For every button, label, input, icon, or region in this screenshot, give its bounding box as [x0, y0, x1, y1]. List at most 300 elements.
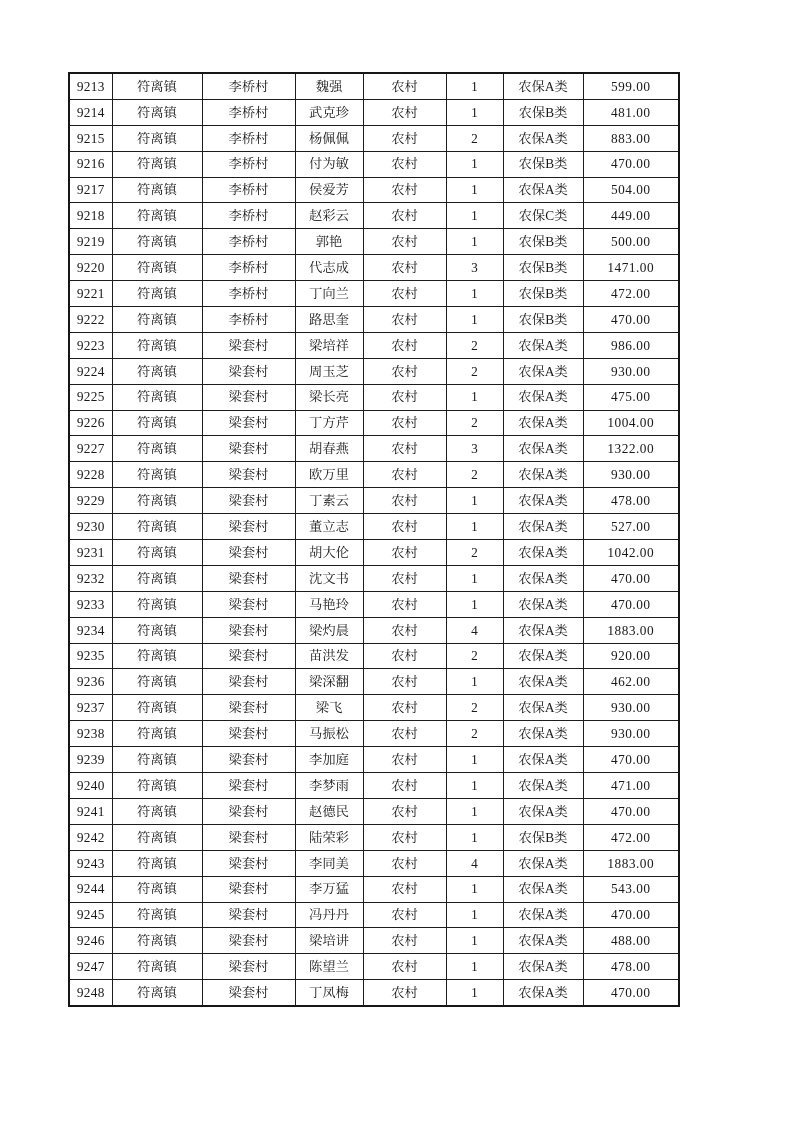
town-cell: 符离镇: [112, 824, 202, 850]
residence-type-cell: 农村: [363, 332, 446, 358]
insurance-category-cell: 农保A类: [503, 565, 583, 591]
town-cell: 符离镇: [112, 721, 202, 747]
person-name-cell: 陈望兰: [295, 954, 363, 980]
town-cell: 符离镇: [112, 747, 202, 773]
insurance-category-cell: 农保A类: [503, 436, 583, 462]
insurance-category-cell: 农保B类: [503, 281, 583, 307]
amount-cell: 930.00: [583, 462, 679, 488]
person-name-cell: 董立志: [295, 514, 363, 540]
residence-type-cell: 农村: [363, 281, 446, 307]
person-count-cell: 1: [446, 565, 503, 591]
insurance-category-cell: 农保A类: [503, 747, 583, 773]
town-cell: 符离镇: [112, 73, 202, 99]
residence-type-cell: 农村: [363, 255, 446, 281]
amount-cell: 543.00: [583, 876, 679, 902]
amount-cell: 488.00: [583, 928, 679, 954]
amount-cell: 930.00: [583, 721, 679, 747]
table-row: [69, 798, 679, 824]
insurance-category-cell: 农保A类: [503, 514, 583, 540]
amount-cell: 883.00: [583, 125, 679, 151]
amount-cell: 1042.00: [583, 540, 679, 566]
person-name-cell: 马艳玲: [295, 591, 363, 617]
person-count-cell: 4: [446, 617, 503, 643]
village-cell: 梁套村: [202, 617, 295, 643]
town-cell: 符离镇: [112, 643, 202, 669]
village-cell: 李桥村: [202, 125, 295, 151]
amount-cell: 470.00: [583, 591, 679, 617]
village-cell: 梁套村: [202, 669, 295, 695]
person-name-cell: 梁灼晨: [295, 617, 363, 643]
village-cell: 梁套村: [202, 358, 295, 384]
amount-cell: 449.00: [583, 203, 679, 229]
benefits-table: [68, 72, 680, 1007]
table-row: [69, 358, 679, 384]
row-id-cell: 9239: [69, 747, 112, 773]
insurance-category-cell: 农保B类: [503, 307, 583, 333]
amount-cell: 472.00: [583, 281, 679, 307]
person-count-cell: 1: [446, 773, 503, 799]
residence-type-cell: 农村: [363, 928, 446, 954]
residence-type-cell: 农村: [363, 902, 446, 928]
insurance-category-cell: 农保A类: [503, 773, 583, 799]
person-count-cell: 1: [446, 902, 503, 928]
town-cell: 符离镇: [112, 307, 202, 333]
row-id-cell: 9213: [69, 73, 112, 99]
insurance-category-cell: 农保B类: [503, 255, 583, 281]
person-count-cell: 1: [446, 99, 503, 125]
village-cell: 梁套村: [202, 850, 295, 876]
person-count-cell: 1: [446, 488, 503, 514]
person-name-cell: 李同美: [295, 850, 363, 876]
row-id-cell: 9218: [69, 203, 112, 229]
row-id-cell: 9222: [69, 307, 112, 333]
amount-cell: 470.00: [583, 565, 679, 591]
insurance-category-cell: 农保A类: [503, 462, 583, 488]
amount-cell: 470.00: [583, 747, 679, 773]
residence-type-cell: 农村: [363, 203, 446, 229]
amount-cell: 500.00: [583, 229, 679, 255]
residence-type-cell: 农村: [363, 850, 446, 876]
residence-type-cell: 农村: [363, 721, 446, 747]
table-row: [69, 902, 679, 928]
row-id-cell: 9244: [69, 876, 112, 902]
table-row: [69, 591, 679, 617]
residence-type-cell: 农村: [363, 798, 446, 824]
person-name-cell: 冯丹丹: [295, 902, 363, 928]
table-row: [69, 281, 679, 307]
insurance-category-cell: 农保C类: [503, 203, 583, 229]
row-id-cell: 9226: [69, 410, 112, 436]
village-cell: 梁套村: [202, 332, 295, 358]
row-id-cell: 9217: [69, 177, 112, 203]
insurance-category-cell: 农保A类: [503, 358, 583, 384]
person-count-cell: 3: [446, 436, 503, 462]
town-cell: 符离镇: [112, 384, 202, 410]
insurance-category-cell: 农保B类: [503, 151, 583, 177]
residence-type-cell: 农村: [363, 591, 446, 617]
amount-cell: 930.00: [583, 358, 679, 384]
amount-cell: 475.00: [583, 384, 679, 410]
village-cell: 梁套村: [202, 824, 295, 850]
table-row: [69, 99, 679, 125]
residence-type-cell: 农村: [363, 358, 446, 384]
residence-type-cell: 农村: [363, 954, 446, 980]
row-id-cell: 9248: [69, 980, 112, 1006]
row-id-cell: 9231: [69, 540, 112, 566]
person-name-cell: 欧万里: [295, 462, 363, 488]
amount-cell: 599.00: [583, 73, 679, 99]
person-name-cell: 李万猛: [295, 876, 363, 902]
person-name-cell: 陆荣彩: [295, 824, 363, 850]
insurance-category-cell: 农保A类: [503, 332, 583, 358]
village-cell: 李桥村: [202, 99, 295, 125]
amount-cell: 470.00: [583, 151, 679, 177]
person-name-cell: 李梦雨: [295, 773, 363, 799]
town-cell: 符离镇: [112, 281, 202, 307]
town-cell: 符离镇: [112, 514, 202, 540]
row-id-cell: 9225: [69, 384, 112, 410]
table-row: [69, 850, 679, 876]
village-cell: 梁套村: [202, 384, 295, 410]
person-count-cell: 1: [446, 798, 503, 824]
town-cell: 符离镇: [112, 876, 202, 902]
residence-type-cell: 农村: [363, 565, 446, 591]
row-id-cell: 9230: [69, 514, 112, 540]
residence-type-cell: 农村: [363, 876, 446, 902]
amount-cell: 462.00: [583, 669, 679, 695]
insurance-category-cell: 农保A类: [503, 902, 583, 928]
residence-type-cell: 农村: [363, 643, 446, 669]
table-row: [69, 565, 679, 591]
village-cell: 梁套村: [202, 721, 295, 747]
village-cell: 梁套村: [202, 591, 295, 617]
village-cell: 梁套村: [202, 540, 295, 566]
person-count-cell: 1: [446, 669, 503, 695]
residence-type-cell: 农村: [363, 307, 446, 333]
table-row: [69, 488, 679, 514]
residence-type-cell: 农村: [363, 177, 446, 203]
amount-cell: 470.00: [583, 798, 679, 824]
village-cell: 梁套村: [202, 488, 295, 514]
town-cell: 符离镇: [112, 99, 202, 125]
table-row: [69, 125, 679, 151]
row-id-cell: 9224: [69, 358, 112, 384]
table-row: [69, 540, 679, 566]
person-name-cell: 梁长亮: [295, 384, 363, 410]
row-id-cell: 9238: [69, 721, 112, 747]
residence-type-cell: 农村: [363, 125, 446, 151]
residence-type-cell: 农村: [363, 151, 446, 177]
row-id-cell: 9241: [69, 798, 112, 824]
person-count-cell: 2: [446, 695, 503, 721]
insurance-category-cell: 农保B类: [503, 229, 583, 255]
insurance-category-cell: 农保A类: [503, 591, 583, 617]
insurance-category-cell: 农保A类: [503, 643, 583, 669]
person-name-cell: 沈文书: [295, 565, 363, 591]
person-name-cell: 苗洪发: [295, 643, 363, 669]
table-row: [69, 203, 679, 229]
person-count-cell: 4: [446, 850, 503, 876]
village-cell: 李桥村: [202, 203, 295, 229]
amount-cell: 930.00: [583, 695, 679, 721]
person-name-cell: 梁深翻: [295, 669, 363, 695]
residence-type-cell: 农村: [363, 747, 446, 773]
person-count-cell: 1: [446, 747, 503, 773]
person-count-cell: 3: [446, 255, 503, 281]
row-id-cell: 9240: [69, 773, 112, 799]
table-row: [69, 410, 679, 436]
residence-type-cell: 农村: [363, 824, 446, 850]
person-name-cell: 梁飞: [295, 695, 363, 721]
insurance-category-cell: 农保A类: [503, 980, 583, 1006]
amount-cell: 470.00: [583, 902, 679, 928]
table-row: [69, 876, 679, 902]
person-count-cell: 1: [446, 177, 503, 203]
town-cell: 符离镇: [112, 669, 202, 695]
insurance-category-cell: 农保B类: [503, 824, 583, 850]
village-cell: 梁套村: [202, 410, 295, 436]
town-cell: 符离镇: [112, 617, 202, 643]
person-name-cell: 丁素云: [295, 488, 363, 514]
table-row: [69, 669, 679, 695]
person-name-cell: 路思奎: [295, 307, 363, 333]
residence-type-cell: 农村: [363, 462, 446, 488]
row-id-cell: 9214: [69, 99, 112, 125]
amount-cell: 504.00: [583, 177, 679, 203]
village-cell: 梁套村: [202, 798, 295, 824]
amount-cell: 1883.00: [583, 850, 679, 876]
insurance-category-cell: 农保A类: [503, 954, 583, 980]
amount-cell: 920.00: [583, 643, 679, 669]
village-cell: 李桥村: [202, 307, 295, 333]
village-cell: 梁套村: [202, 643, 295, 669]
row-id-cell: 9219: [69, 229, 112, 255]
village-cell: 李桥村: [202, 281, 295, 307]
row-id-cell: 9232: [69, 565, 112, 591]
row-id-cell: 9227: [69, 436, 112, 462]
person-name-cell: 丁方芹: [295, 410, 363, 436]
row-id-cell: 9245: [69, 902, 112, 928]
village-cell: 李桥村: [202, 255, 295, 281]
person-count-cell: 2: [446, 358, 503, 384]
village-cell: 李桥村: [202, 73, 295, 99]
amount-cell: 478.00: [583, 954, 679, 980]
village-cell: 梁套村: [202, 695, 295, 721]
person-name-cell: 武克珍: [295, 99, 363, 125]
person-name-cell: 赵彩云: [295, 203, 363, 229]
town-cell: 符离镇: [112, 798, 202, 824]
row-id-cell: 9229: [69, 488, 112, 514]
residence-type-cell: 农村: [363, 73, 446, 99]
insurance-category-cell: 农保A类: [503, 798, 583, 824]
person-count-cell: 2: [446, 643, 503, 669]
town-cell: 符离镇: [112, 462, 202, 488]
village-cell: 李桥村: [202, 229, 295, 255]
person-count-cell: 1: [446, 203, 503, 229]
row-id-cell: 9223: [69, 332, 112, 358]
amount-cell: 1883.00: [583, 617, 679, 643]
residence-type-cell: 农村: [363, 695, 446, 721]
person-count-cell: 1: [446, 591, 503, 617]
person-count-cell: 2: [446, 332, 503, 358]
insurance-category-cell: 农保A类: [503, 721, 583, 747]
person-count-cell: 1: [446, 281, 503, 307]
table-row: [69, 307, 679, 333]
table-row: [69, 177, 679, 203]
person-count-cell: 1: [446, 928, 503, 954]
residence-type-cell: 农村: [363, 514, 446, 540]
amount-cell: 470.00: [583, 307, 679, 333]
village-cell: 李桥村: [202, 151, 295, 177]
town-cell: 符离镇: [112, 773, 202, 799]
row-id-cell: 9220: [69, 255, 112, 281]
row-id-cell: 9237: [69, 695, 112, 721]
village-cell: 梁套村: [202, 747, 295, 773]
person-name-cell: 梁培讲: [295, 928, 363, 954]
row-id-cell: 9246: [69, 928, 112, 954]
insurance-category-cell: 农保A类: [503, 125, 583, 151]
village-cell: 李桥村: [202, 177, 295, 203]
town-cell: 符离镇: [112, 488, 202, 514]
insurance-category-cell: 农保A类: [503, 928, 583, 954]
town-cell: 符离镇: [112, 695, 202, 721]
town-cell: 符离镇: [112, 540, 202, 566]
town-cell: 符离镇: [112, 125, 202, 151]
village-cell: 梁套村: [202, 436, 295, 462]
residence-type-cell: 农村: [363, 773, 446, 799]
person-name-cell: 李加庭: [295, 747, 363, 773]
town-cell: 符离镇: [112, 436, 202, 462]
table-row: [69, 514, 679, 540]
table-row: [69, 928, 679, 954]
table-row: [69, 747, 679, 773]
row-id-cell: 9247: [69, 954, 112, 980]
insurance-category-cell: 农保A类: [503, 876, 583, 902]
person-name-cell: 马振松: [295, 721, 363, 747]
person-name-cell: 魏强: [295, 73, 363, 99]
amount-cell: 1004.00: [583, 410, 679, 436]
person-count-cell: 1: [446, 384, 503, 410]
person-count-cell: 2: [446, 462, 503, 488]
village-cell: 梁套村: [202, 954, 295, 980]
person-name-cell: 胡大伦: [295, 540, 363, 566]
village-cell: 梁套村: [202, 773, 295, 799]
town-cell: 符离镇: [112, 565, 202, 591]
row-id-cell: 9221: [69, 281, 112, 307]
town-cell: 符离镇: [112, 980, 202, 1006]
amount-cell: 472.00: [583, 824, 679, 850]
person-count-cell: 2: [446, 540, 503, 566]
person-count-cell: 2: [446, 410, 503, 436]
village-cell: 梁套村: [202, 876, 295, 902]
row-id-cell: 9215: [69, 125, 112, 151]
table-row: [69, 255, 679, 281]
amount-cell: 470.00: [583, 980, 679, 1006]
town-cell: 符离镇: [112, 410, 202, 436]
insurance-category-cell: 农保A类: [503, 73, 583, 99]
person-count-cell: 1: [446, 229, 503, 255]
table-row: [69, 436, 679, 462]
row-id-cell: 9233: [69, 591, 112, 617]
person-count-cell: 2: [446, 125, 503, 151]
town-cell: 符离镇: [112, 358, 202, 384]
insurance-category-cell: 农保A类: [503, 177, 583, 203]
residence-type-cell: 农村: [363, 669, 446, 695]
table-row: [69, 384, 679, 410]
residence-type-cell: 农村: [363, 410, 446, 436]
town-cell: 符离镇: [112, 229, 202, 255]
person-name-cell: 杨佩佩: [295, 125, 363, 151]
town-cell: 符离镇: [112, 850, 202, 876]
village-cell: 梁套村: [202, 565, 295, 591]
person-name-cell: 丁向兰: [295, 281, 363, 307]
person-name-cell: 付为敏: [295, 151, 363, 177]
insurance-category-cell: 农保A类: [503, 488, 583, 514]
row-id-cell: 9242: [69, 824, 112, 850]
town-cell: 符离镇: [112, 203, 202, 229]
insurance-category-cell: 农保A类: [503, 617, 583, 643]
town-cell: 符离镇: [112, 177, 202, 203]
table-row: [69, 773, 679, 799]
person-count-cell: 1: [446, 980, 503, 1006]
residence-type-cell: 农村: [363, 488, 446, 514]
village-cell: 梁套村: [202, 514, 295, 540]
table-body: [69, 73, 679, 1006]
insurance-category-cell: 农保A类: [503, 695, 583, 721]
row-id-cell: 9216: [69, 151, 112, 177]
residence-type-cell: 农村: [363, 229, 446, 255]
person-name-cell: 丁凤梅: [295, 980, 363, 1006]
person-count-cell: 1: [446, 73, 503, 99]
town-cell: 符离镇: [112, 591, 202, 617]
person-name-cell: 侯爱芳: [295, 177, 363, 203]
insurance-category-cell: 农保A类: [503, 384, 583, 410]
village-cell: 梁套村: [202, 980, 295, 1006]
table-row: [69, 332, 679, 358]
person-count-cell: 1: [446, 307, 503, 333]
residence-type-cell: 农村: [363, 99, 446, 125]
table-row: [69, 695, 679, 721]
table-row: [69, 462, 679, 488]
amount-cell: 527.00: [583, 514, 679, 540]
table-row: [69, 824, 679, 850]
amount-cell: 478.00: [583, 488, 679, 514]
town-cell: 符离镇: [112, 902, 202, 928]
person-name-cell: 胡春燕: [295, 436, 363, 462]
person-count-cell: 1: [446, 151, 503, 177]
table-row: [69, 954, 679, 980]
table-row: [69, 229, 679, 255]
person-name-cell: 梁培祥: [295, 332, 363, 358]
residence-type-cell: 农村: [363, 617, 446, 643]
town-cell: 符离镇: [112, 151, 202, 177]
table-row: [69, 617, 679, 643]
town-cell: 符离镇: [112, 954, 202, 980]
insurance-category-cell: 农保A类: [503, 850, 583, 876]
amount-cell: 1471.00: [583, 255, 679, 281]
residence-type-cell: 农村: [363, 436, 446, 462]
village-cell: 梁套村: [202, 902, 295, 928]
table-row: [69, 643, 679, 669]
amount-cell: 986.00: [583, 332, 679, 358]
row-id-cell: 9235: [69, 643, 112, 669]
residence-type-cell: 农村: [363, 384, 446, 410]
person-name-cell: 代志成: [295, 255, 363, 281]
residence-type-cell: 农村: [363, 540, 446, 566]
row-id-cell: 9228: [69, 462, 112, 488]
insurance-category-cell: 农保B类: [503, 99, 583, 125]
town-cell: 符离镇: [112, 255, 202, 281]
